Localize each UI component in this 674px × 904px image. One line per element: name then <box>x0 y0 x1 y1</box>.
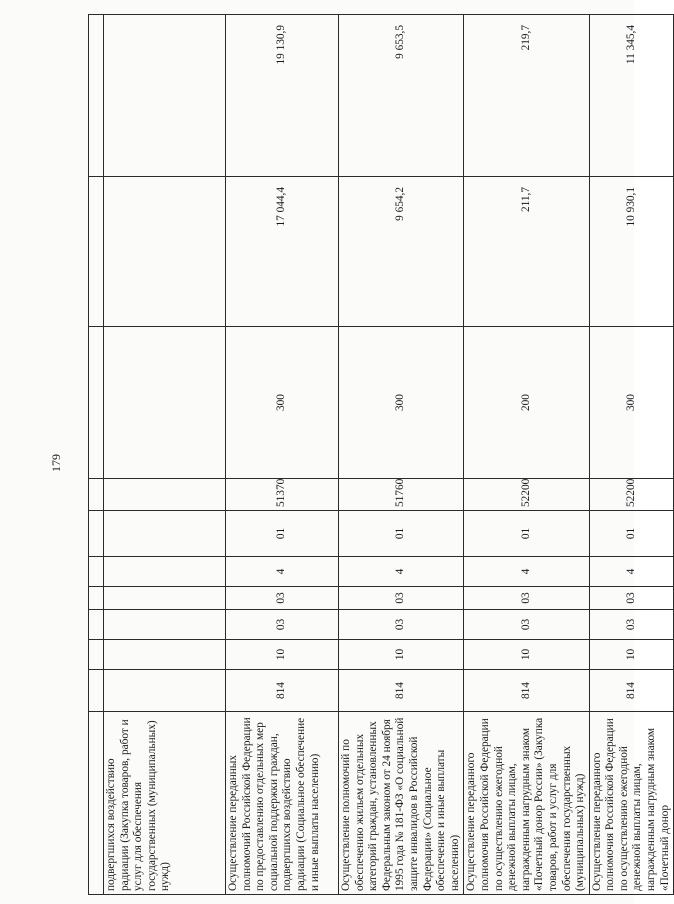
main-event-code-cell: 01 <box>339 511 464 557</box>
main-event-code-cell: 01 <box>589 511 674 557</box>
subprogram-code-cell: 4 <box>339 557 464 587</box>
subsection-code-cell: 03 <box>589 610 674 640</box>
direction-code-cell: 52200 <box>589 479 674 511</box>
direction-code-cell <box>104 479 226 511</box>
table-row <box>226 15 339 895</box>
expense-type-cell: 200 <box>464 327 589 479</box>
table-row <box>339 15 464 895</box>
expense-type-cell <box>104 327 226 479</box>
amount-year2-cell: 9 653,5 <box>339 15 464 177</box>
main-event-code-cell: 01 <box>226 511 339 557</box>
program-code-cell: 03 <box>464 587 589 610</box>
ministry-code-cell: 814 <box>226 670 339 712</box>
subprogram-code-cell <box>104 557 226 587</box>
table-row <box>589 15 674 895</box>
table-row <box>104 15 226 895</box>
section-code-cell: 10 <box>339 640 464 670</box>
rotated-table-container <box>88 15 671 895</box>
section-code-cell <box>104 640 226 670</box>
amount-year1-cell: 211,7 <box>464 177 589 327</box>
amount-year2-cell: 219,7 <box>464 15 589 177</box>
table-top-strip <box>89 15 104 895</box>
ministry-code-cell: 814 <box>464 670 589 712</box>
amount-year2-cell <box>104 15 226 177</box>
program-code-cell: 03 <box>226 587 339 610</box>
table-body <box>89 15 674 895</box>
subsection-code-cell: 03 <box>339 610 464 640</box>
expense-type-cell: 300 <box>589 327 674 479</box>
direction-code-cell: 51370 <box>226 479 339 511</box>
row-name-cell: Осуществление переданных полномочий Российской Федерации по предоставлению отдельных мер социальной поддержки граждан, подвергшихся воздействию радиации (Социальное обеспечение и иные выплаты населению) <box>226 712 339 895</box>
row-name-cell: подвергшихся воздействию радиации (Закупка товаров, работ и услуг для обеспечения государственных (муниципальных) нужд) <box>104 712 226 895</box>
row-name-cell: Осуществление переданного полномочия Российской Федерации по осуществлению ежегодной денежной выплаты лицам, награжденным нагрудным знаком «Почетный донор <box>589 712 674 895</box>
subsection-code-cell <box>104 610 226 640</box>
page-number: 179 <box>49 454 63 472</box>
amount-year1-cell: 17 044,4 <box>226 177 339 327</box>
subsection-code-cell: 03 <box>226 610 339 640</box>
amount-year2-cell: 19 130,9 <box>226 15 339 177</box>
section-code-cell: 10 <box>226 640 339 670</box>
amount-year1-cell: 9 654,2 <box>339 177 464 327</box>
amount-year1-cell <box>104 177 226 327</box>
expense-type-cell: 300 <box>226 327 339 479</box>
subsection-code-cell: 03 <box>464 610 589 640</box>
amount-year1-cell: 10 930,1 <box>589 177 674 327</box>
subprogram-code-cell: 4 <box>464 557 589 587</box>
ministry-code-cell: 814 <box>589 670 674 712</box>
ministry-code-cell <box>104 670 226 712</box>
budget-table <box>88 14 674 895</box>
section-code-cell: 10 <box>589 640 674 670</box>
program-code-cell: 03 <box>589 587 674 610</box>
main-event-code-cell: 01 <box>464 511 589 557</box>
expense-type-cell: 300 <box>339 327 464 479</box>
main-event-code-cell <box>104 511 226 557</box>
row-name-cell: Осуществление полномочий по обеспечению жильем отдельных категорий граждан, установленных Федеральным законом от 24 ноября 1995 года № 181-ФЗ «О социальной защите инвалидов в Российской Федерации» (Социальное обеспечение и иные выплаты населению) <box>339 712 464 895</box>
section-code-cell: 10 <box>464 640 589 670</box>
program-code-cell: 03 <box>339 587 464 610</box>
subprogram-code-cell: 4 <box>226 557 339 587</box>
amount-year2-cell: 11 345,4 <box>589 15 674 177</box>
program-code-cell <box>104 587 226 610</box>
direction-code-cell: 51760 <box>339 479 464 511</box>
ministry-code-cell: 814 <box>339 670 464 712</box>
row-name-cell: Осуществление переданного полномочия Российской Федерации по осуществлению ежегодной денежной выплаты лицам, награжденным нагрудным знаком «Почетный донор России» (Закупка товаров, работ и услуг для обеспечения государственных (муниципальных) нужд) <box>464 712 589 895</box>
direction-code-cell: 52200 <box>464 479 589 511</box>
table-row <box>464 15 589 895</box>
subprogram-code-cell: 4 <box>589 557 674 587</box>
